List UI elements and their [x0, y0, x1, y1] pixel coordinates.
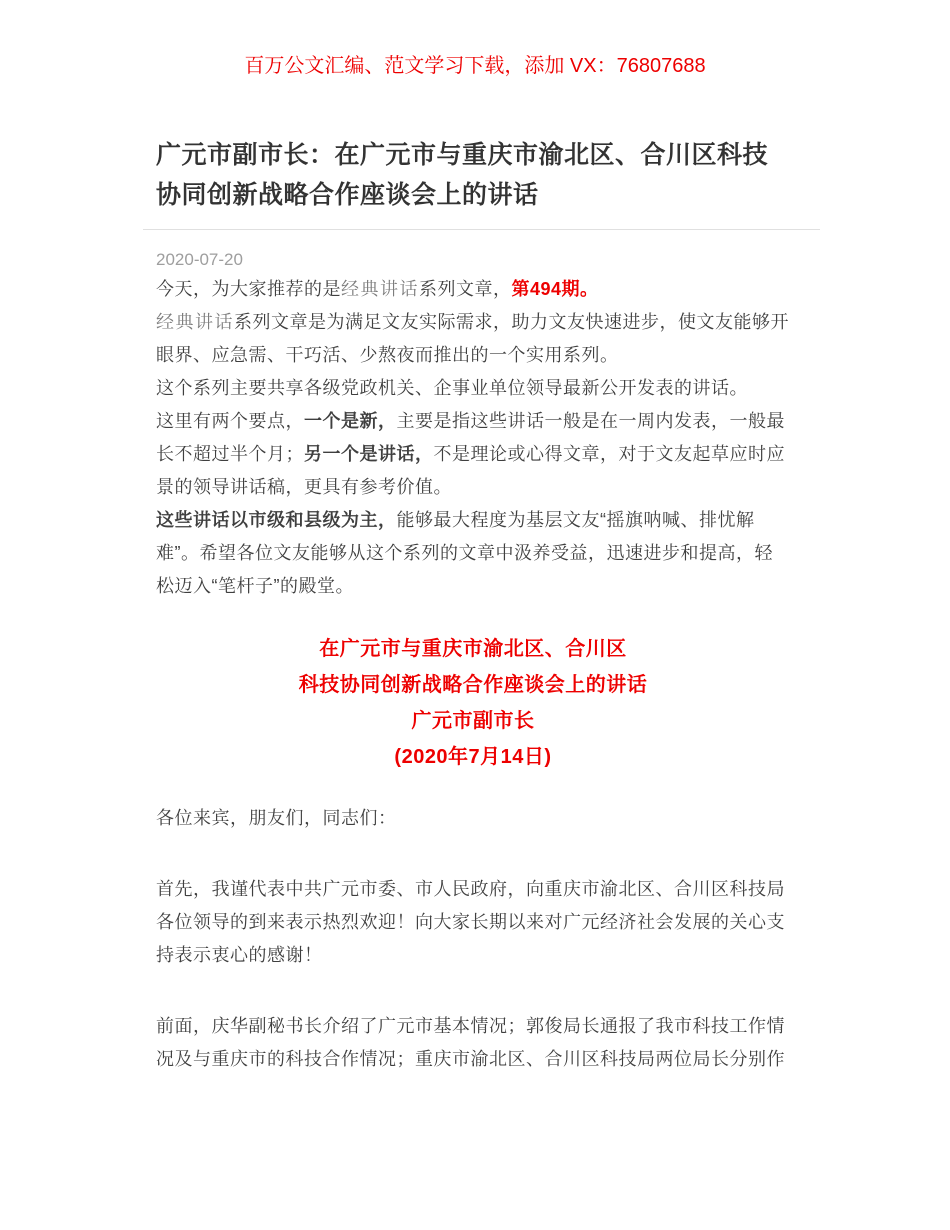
speech-paragraph: 各位来宾，朋友们，同志们：: [156, 808, 397, 828]
page-title: [156, 135, 771, 215]
text-segment: 这里有两个要点，: [156, 411, 304, 431]
page-title-line: 协同创新战略合作座谈会上的讲话: [156, 181, 539, 209]
text-segment: 系列文章，: [419, 279, 512, 299]
intro-paragraph: [156, 273, 790, 306]
text-segment: 第494期。: [511, 279, 599, 299]
text-segment: 主要是指这些讲话一般是在一周内发表，一般最长不超过半个月；: [156, 411, 785, 464]
text-segment: 经典讲话: [156, 312, 234, 333]
speech-heading-line: 在广元市与重庆市渝北区、合川区: [319, 638, 627, 660]
text-segment: 一个是新，: [304, 411, 397, 431]
speech-heading-line: 广元市副市长: [411, 710, 535, 732]
text-segment: 能够最大程度为基层文友“摇旗呐喊、排忧解难”。希望各位文友能够从这个系列的文章中汲养受益，迅速进步和提高，轻松迈入“笔杆子”的殿堂。: [156, 510, 773, 596]
text-segment: 今天，为大家推荐的是: [156, 279, 341, 299]
text-segment: 不是理论或心得文章，对于文友起草应时应景的领导讲话稿，更具有参考价值。: [156, 444, 785, 497]
page-title-line: 广元市副市长：在广元市与重庆市渝北区、合川区科技: [156, 141, 769, 169]
speech-paragraph: 前面，庆华副秘书长介绍了广元市基本情况；郭俊局长通报了我市科技工作情况及与重庆市的科技合作情况；重庆市渝北区、合川区科技局两位局长分别作: [156, 1016, 785, 1069]
article: [143, 135, 820, 1076]
text-segment: 系列文章是为满足文友实际需求，助力文友快速进步，使文友能够开眼界、应急需、干巧活、少熬夜而推出的一个实用系列。: [156, 312, 789, 365]
promo-banner: 百万公文汇编、范文学习下载，添加 VX：76807688: [244, 55, 706, 77]
title-divider: [143, 229, 820, 230]
text-segment: 这些讲话以市级和县级为主，: [156, 510, 397, 530]
text-segment: 这个系列主要共享各级党政机关、企事业单位领导最新公开发表的讲话。: [156, 378, 748, 398]
intro-paragraph: [156, 306, 790, 372]
text-segment: 另一个是讲话，: [304, 444, 434, 464]
speech-heading: [156, 631, 790, 775]
speech-heading-line: (2020年7月14日): [394, 746, 552, 768]
intro-paragraph: [156, 372, 790, 405]
intro-paragraph: [156, 504, 790, 603]
intro-paragraph: [156, 405, 790, 504]
intro-section: [156, 273, 790, 603]
speech-paragraph: 首先，我谨代表中共广元市委、市人民政府，向重庆市渝北区、合川区科技局各位领导的到来表示热烈欢迎！向大家长期以来对广元经济社会发展的关心支持表示衷心的感谢！: [156, 879, 785, 965]
article-date: 2020-07-20: [156, 250, 243, 269]
speech-heading-line: 科技协同创新战略合作座谈会上的讲话: [298, 674, 648, 696]
speech-section: [156, 802, 790, 1076]
text-segment: 经典讲话: [341, 279, 419, 300]
